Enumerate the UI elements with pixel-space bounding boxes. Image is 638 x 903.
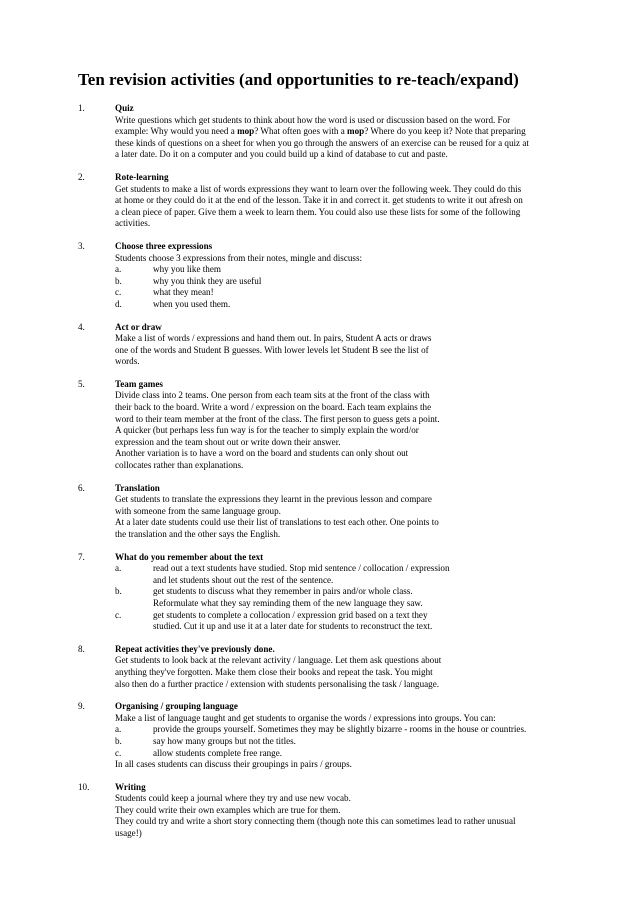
activity-title: Team games <box>115 378 163 389</box>
sub-item-letter: a. <box>115 563 122 574</box>
activity-text-line: with someone from the same language group. <box>115 505 281 516</box>
activity-text-line: collocates rather than explanations. <box>115 460 244 471</box>
sub-item-text <box>153 748 578 760</box>
sub-item-letter: d. <box>115 298 122 309</box>
sub-item-line: Reformulate what they say reminding them of the new language they saw. <box>153 597 423 608</box>
sub-item-text <box>153 736 578 748</box>
sub-item-line: say how many groups but not the titles. <box>153 735 296 746</box>
activity-number: 7. <box>78 551 85 562</box>
activity-text-line: Make a list of language taught and get students to organise the words / expressions into groups. You can: <box>115 712 496 723</box>
activity-list <box>78 103 578 840</box>
sub-item-text <box>153 276 578 288</box>
activity-content <box>115 782 578 840</box>
activity-item <box>78 644 578 690</box>
activity-title: Writing <box>115 781 146 792</box>
activity-text-line: At a later date students could use their list of translations to test each other. One points to <box>115 517 439 528</box>
activity-text-line: Get students to translate the expressions they learnt in the previous lesson and compare <box>115 494 432 505</box>
activity-text-line: anything they've forgotten. Make them close their books and repeat the task. You might <box>115 666 433 677</box>
activity-text-line: Get students to look back at the relevant activity / language. Let them ask questions about <box>115 655 442 666</box>
sub-item-text <box>153 610 578 633</box>
sub-item <box>115 287 578 299</box>
sub-item-line: studied. Cut it up and use it at a later date for students to reconstruct the text. <box>153 621 433 632</box>
sub-item-text <box>153 724 578 736</box>
activity-text-line: Make a list of words / expressions and hand them out. In pairs, Student A acts or draws <box>115 333 432 344</box>
activity-number: 6. <box>78 482 85 493</box>
activity-text-line: Divide class into 2 teams. One person from each team sits at the front of the class with <box>115 390 430 401</box>
sub-item-line: read out a text students have studied. Stop mid sentence / collocation / expression <box>153 563 450 574</box>
activity-content <box>115 483 578 541</box>
activity-text-line: also then do a further practice / extension with students personalising the task / language. <box>115 678 440 689</box>
activity-item <box>78 103 578 161</box>
sub-item <box>115 264 578 276</box>
sub-item <box>115 299 578 311</box>
activity-content <box>115 322 578 368</box>
activity-title: What do you remember about the text <box>115 551 264 562</box>
activity-text-line: words. <box>115 356 140 367</box>
sub-item-letter: a. <box>115 264 122 275</box>
sub-item <box>115 748 578 760</box>
activity-text-line: They could write their own examples which are true for them. <box>115 804 341 815</box>
sub-item-line: allow students complete free range. <box>153 747 283 758</box>
sub-item <box>115 610 578 633</box>
sub-item <box>115 736 578 748</box>
sub-item-line: get students to complete a collocation / expression grid based on a text they <box>153 609 428 620</box>
sub-item-text <box>153 299 578 311</box>
sub-item-text <box>153 586 578 609</box>
sub-item <box>115 563 578 586</box>
activity-text-line: activities. <box>115 218 151 229</box>
sub-item <box>115 276 578 288</box>
activity-item <box>78 241 578 311</box>
sub-item-letter: c. <box>115 747 122 758</box>
activity-content <box>115 379 578 472</box>
activity-title: Translation <box>115 482 160 493</box>
activity-text-line: In all cases students can discuss their groupings in pairs / groups. <box>115 759 352 770</box>
emphasis-word: mop <box>237 126 255 137</box>
activity-item <box>78 379 578 472</box>
activity-title: Choose three expressions <box>115 240 213 251</box>
sub-item-letter: b. <box>115 275 122 286</box>
sub-item <box>115 586 578 609</box>
activity-text-line: Another variation is to have a word on the board and students can only shout out <box>115 448 409 459</box>
sub-item-line: why you think they are useful <box>153 275 262 286</box>
activity-text-line: Get students to make a list of words expressions they want to learn over the following week. They could do this <box>115 183 522 194</box>
activity-text-line: a clean piece of paper. Give them a week to learn them. You could also use these lists for some of the following <box>115 206 521 217</box>
activity-text-line: their back to the board. Write a word / expression on the board. Each team explains the <box>115 402 432 413</box>
activity-title: Act or draw <box>115 321 162 332</box>
activity-content <box>115 241 578 311</box>
activity-text-line: at home or they could do it at the end of the lesson. Take it in and correct it. get students to write it out afresh on <box>115 195 523 206</box>
activity-number: 2. <box>78 171 85 182</box>
activity-number: 8. <box>78 643 85 654</box>
activity-title: Rote-learning <box>115 171 169 182</box>
activity-text-line: example: Why would you need a mop? What often goes with a mop? Where do you keep it? Note that preparing <box>115 126 526 137</box>
sub-item-line: get students to discuss what they remember in pairs and/or whole class. <box>153 586 413 597</box>
activity-text-line: one of the words and Student B guesses. With lower levels let Student B see the list of <box>115 344 429 355</box>
activity-number: 1. <box>78 103 85 113</box>
activity-text-line: A quicker (but perhaps less fun way is for the teacher to simply explain the word/or <box>115 425 419 436</box>
activity-text-line: these kinds of questions on a sheet for when you go through the answers of an exercise can be reused for a quiz at <box>115 137 529 148</box>
activity-content <box>115 103 578 161</box>
activity-text-line: usage!) <box>115 828 142 839</box>
page-title: Ten revision activities (and opportunities to re-teach/expand) <box>78 70 519 89</box>
activity-content <box>115 701 578 771</box>
activity-number: 10. <box>78 781 90 792</box>
sub-item-text <box>153 287 578 299</box>
activity-text-line: Write questions which get students to think about how the word is used or discussion based on the word. For <box>115 114 511 125</box>
activity-text-line: They could try and write a short story connecting them (though note this can sometimes lead to rather unusual <box>115 816 516 827</box>
activity-content <box>115 172 578 230</box>
activity-title: Repeat activities they've previously done. <box>115 643 275 654</box>
activity-title: Organising / grouping language <box>115 701 238 712</box>
activity-number: 4. <box>78 321 85 332</box>
sub-item-line: why you like them <box>153 264 221 275</box>
activity-text-line: word to their team member at the front of the class. The first person to guess gets a point. <box>115 413 440 424</box>
sub-item-letter: c. <box>115 287 122 298</box>
sub-item-line: when you used them. <box>153 298 231 309</box>
activity-item <box>78 172 578 230</box>
activity-number: 9. <box>78 701 85 712</box>
activity-content <box>115 552 578 633</box>
activity-text-line: Students choose 3 expressions from their notes, mingle and discuss: <box>115 252 363 263</box>
activity-item <box>78 552 578 633</box>
activity-item <box>78 782 578 840</box>
sub-item-line: what they mean! <box>153 287 214 298</box>
activity-text-line: a later date. Do it on a computer and you could build up a kind of database to cut and paste. <box>115 149 448 160</box>
activity-text-line: the translation and the other says the English. <box>115 529 281 539</box>
activity-text-line: expression and the team shout out or write down their answer. <box>115 436 341 447</box>
activity-number: 3. <box>78 240 85 251</box>
sub-item-text <box>153 264 578 276</box>
sub-item-text <box>153 563 578 586</box>
activity-item <box>78 322 578 368</box>
sub-item-line: provide the groups yourself. Sometimes they may be slightly bizarre - rooms in the house or countries. <box>153 724 527 735</box>
sub-item-letter: b. <box>115 735 122 746</box>
activity-number: 5. <box>78 378 85 389</box>
activity-title: Quiz <box>115 103 134 113</box>
sub-item-letter: c. <box>115 609 122 620</box>
sub-item-line: and let students shout out the rest of the sentence. <box>153 574 334 585</box>
activity-text-line: Students could keep a journal where they try and use new vocab. <box>115 793 351 804</box>
emphasis-word: mop <box>347 126 365 137</box>
activity-item <box>78 701 578 771</box>
sub-item <box>115 724 578 736</box>
activity-item <box>78 483 578 541</box>
sub-item-letter: a. <box>115 724 122 735</box>
sub-item-letter: b. <box>115 586 122 597</box>
activity-content <box>115 644 578 690</box>
